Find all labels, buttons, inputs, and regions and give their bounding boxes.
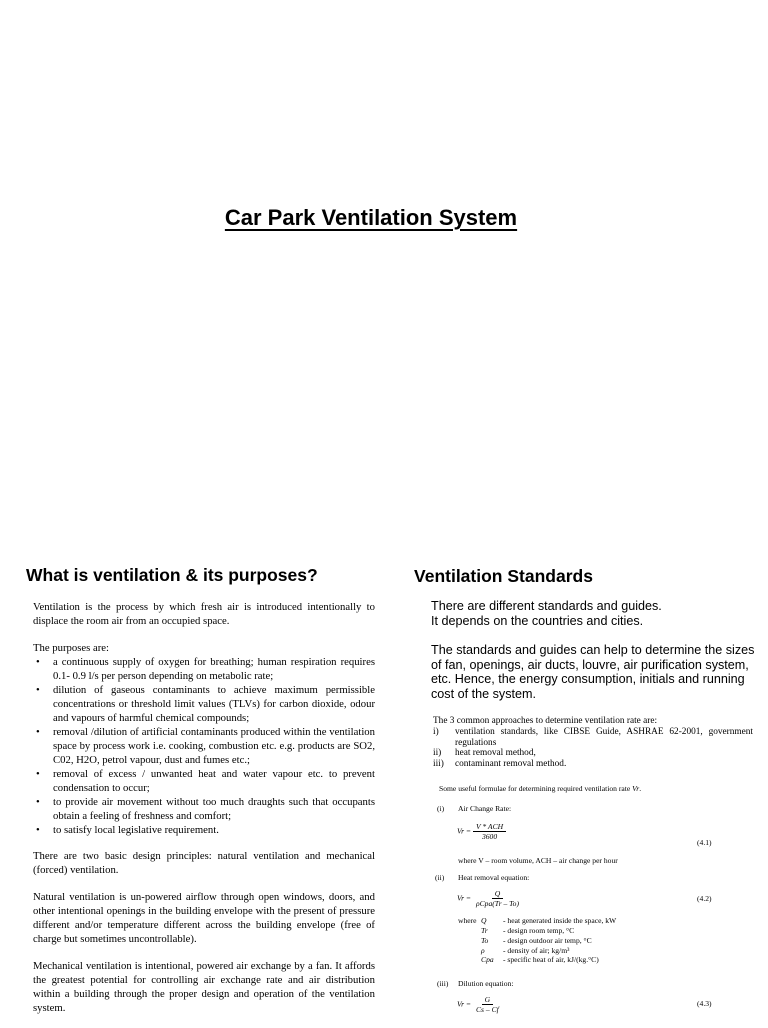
formula-2-where-label: where (458, 916, 477, 925)
formula-3-label: Dilution equation: (458, 979, 514, 988)
list-item: • removal of excess / unwanted heat and water vapour etc. to prevent condensation to occur; (33, 767, 375, 795)
list-item: • removal /dilution of artificial contaminants produced within the ventilation space by process work i.e. cooking, combustion etc. e.g. products are SO2, C02, H2O, petrol vapour, dust and fumes etc.; (33, 725, 375, 767)
definition-row: Cpa - specific heat of air, kJ/(kg.°C) (481, 955, 599, 964)
formula-1-number: (i) (437, 804, 445, 813)
definition-row: ρ - density of air; kg/m³ (481, 946, 570, 955)
standards-detail: The standards and guides can help to determine the sizes of fan, openings, air ducts, louvre, air purification system, etc. Hence, the energy consumption, initials and running cost of the system. (431, 643, 755, 701)
formula-1-label: Air Change Rate: (458, 804, 512, 813)
natural-ventilation-paragraph: Natural ventilation is un-powered airflow through open windows, doors, and other intentional openings in the building envelope with the present of pressure different and/or temperature different across the building envelope (free of charge but sometimes uncontrollable). (33, 891, 375, 945)
list-item: ii) heat removal method, (433, 748, 536, 759)
formula-3-numerator: G (482, 995, 493, 1005)
definition-row: To - design outdoor air temp, °C (481, 936, 592, 945)
formula-2-label: Heat removal equation: (458, 873, 530, 882)
formula-2-denominator: ρCpa(Tr – To) (475, 899, 520, 908)
standards-intro (431, 599, 751, 628)
approaches-intro: The 3 common approaches to determine ventilation rate are: (433, 716, 658, 726)
formula-2-number: (ii) (435, 873, 445, 882)
formula-2-numerator: Q (492, 889, 503, 899)
formula-1-denominator: 3600 (481, 832, 498, 841)
formula-1-numerator: V * ACH (473, 822, 506, 832)
list-item: • to satisfy local legislative requirement. (33, 823, 375, 837)
formula-1-equation: Vr = $\frac{\text{V * ACH}}{3600}$ (457, 822, 506, 841)
list-item: • a continuous supply of oxygen for breathing; human respiration requires 0.1- 0.9 l/s per person depending on metabolic rate; (33, 655, 375, 683)
page-title: Car Park Ventilation System (224, 205, 518, 230)
left-slide-heading: What is ventilation & its purposes? (26, 565, 318, 585)
right-slide-heading: Ventilation Standards (414, 566, 593, 586)
formulae-intro: Some useful formulae for determining required ventilation rate Vr. (439, 784, 642, 793)
definition-row: Tr - design room temp, °C (481, 926, 575, 935)
formula-3-eq-number: (4.3) (697, 999, 712, 1008)
purposes-list (33, 655, 375, 837)
mechanical-ventilation-paragraph: Mechanical ventilation is intentional, powered air exchange by a fan. It affords the greatest potential for controlling air exchange rate and air distribution within a building through the proper design and operation of the ventilation system. (33, 960, 375, 1014)
list-item: • to provide air movement without too much draughts such that occupants obtain a feeling of freshness and comfort; (33, 795, 375, 823)
ventilation-definition: Ventilation is the process by which fresh air is introduced intentionally to displace the room air from an occupied space. (33, 601, 375, 627)
formula-3-denominator: Cs – Cf (475, 1005, 499, 1014)
standards-line-2: It depends on the countries and cities. (431, 613, 644, 628)
formula-2-equation: Vr = $\frac{Q}{\text{ρCpa(Tr – To)}}$ (457, 889, 522, 908)
formula-1-eq-number: (4.1) (697, 838, 712, 847)
list-item: • dilution of gaseous contaminants to achieve maximum permissible concentrations or threshold limit values (TLVs) for carbon dioxide, odour and vapours of harmful chemical compounds; (33, 683, 375, 725)
formula-3-number: (iii) (437, 979, 449, 988)
list-item: i) ventilation standards, like CIBSE Guide, ASHRAE 62-2001, government regulations (433, 726, 753, 748)
purposes-label: The purposes are: (33, 642, 109, 654)
list-item: iii) contaminant removal method. (433, 759, 567, 770)
formula-1-where: where V – room volume, ACH – air change per hour (458, 856, 618, 865)
design-principles-paragraph: There are two basic design principles: natural ventilation and mechanical (forced) ventilation. (33, 850, 375, 876)
left-slide-body (33, 600, 375, 1028)
formulae-symbol: Vr (632, 784, 640, 793)
standards-line-1: There are different standards and guides. (431, 599, 662, 613)
formula-2-definitions (481, 916, 616, 964)
formula-3-equation: Vr = $\frac{G}{Cs - Cf}$ (457, 995, 502, 1014)
approaches-block (433, 716, 753, 770)
formula-2-eq-number: (4.2) (697, 894, 712, 903)
definition-row: Q - heat generated inside the space, kW (481, 916, 617, 925)
